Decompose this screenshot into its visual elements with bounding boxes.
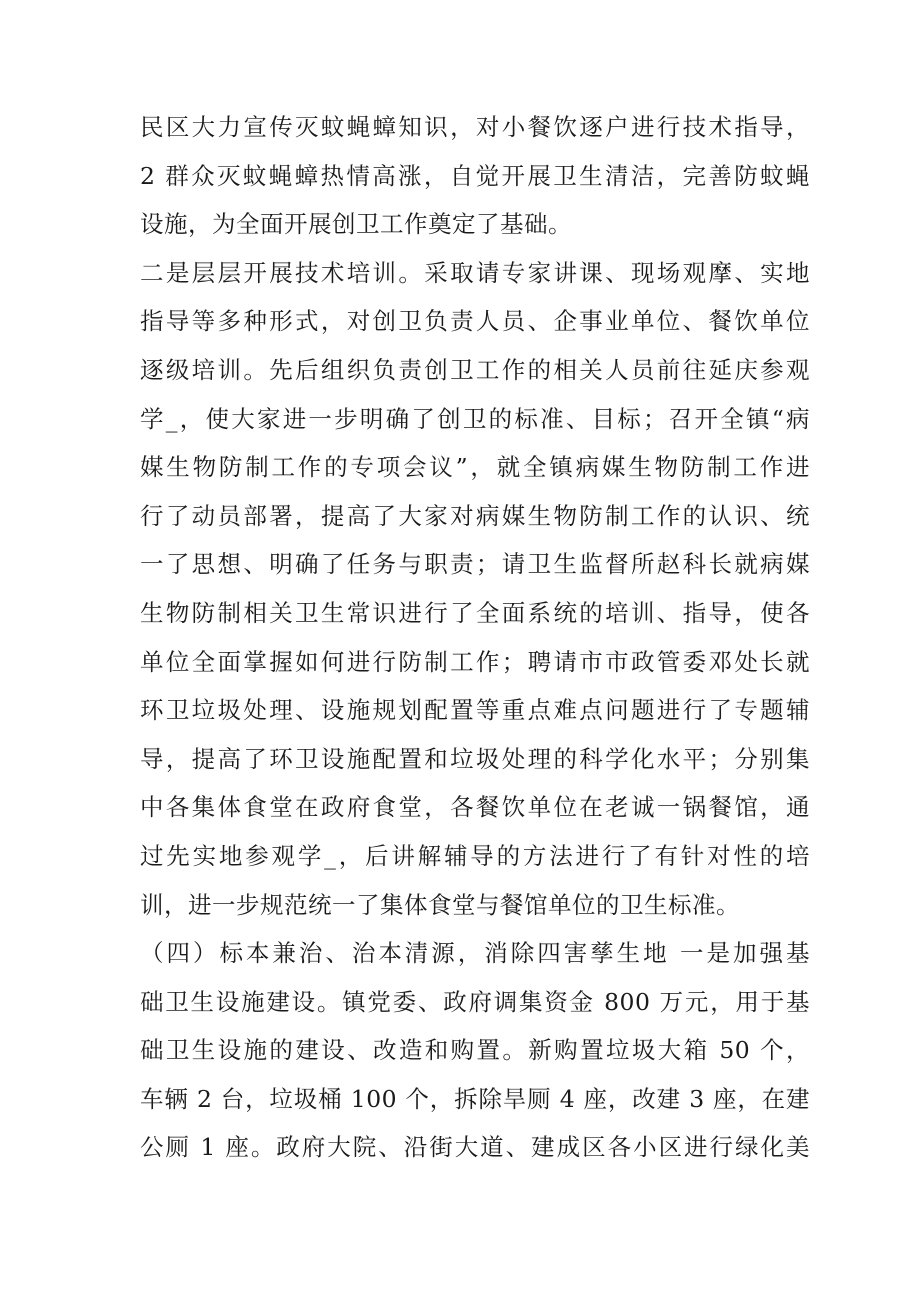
- text-line-10: 一了思想、明确了任务与职责；请卫生监督所赵科长就病媒: [140, 550, 810, 579]
- text-line-19: 础卫生设施建设。镇党委、政府调集资金 800 万元，用于基: [140, 987, 810, 1016]
- text-line-1: 民区大力宣传灭蚊蝇蟑知识，对小餐饮逐户进行技术指导，: [140, 113, 810, 141]
- text-line-9: 行了动员部署，提高了大家对病媒生物防制工作的认识、统: [140, 501, 810, 530]
- text-line-17: 训，进一步规范统一了集体食堂与餐馆单位的卫生标准。: [140, 890, 740, 919]
- text-line-18: （四）标本兼治、治本清源，消除四害孳生地 一是加强基: [140, 939, 810, 968]
- text-line-2: 2 群众灭蚊蝇蟑热情高涨，自觉开展卫生清洁，完善防蚊蝇: [140, 161, 810, 190]
- text-line-11: 生物防制相关卫生常识进行了全面系统的培训、指导，使各: [140, 598, 810, 627]
- text-line-15: 中各集体食堂在政府食堂，各餐饮单位在老诚一锅餐馆，通: [140, 793, 810, 822]
- text-line-4: 二是层层开展技术培训。采取请专家讲课、现场观摩、实地: [140, 258, 810, 287]
- text-line-3: 设施，为全面开展创卫工作奠定了基础。: [140, 210, 572, 239]
- text-line-16: 过先实地参观学_，后讲解辅导的方法进行了有针对性的培: [140, 841, 810, 870]
- text-line-7: 学_，使大家进一步明确了创卫的标准、目标；召开全镇“病: [140, 404, 810, 433]
- text-line-12: 单位全面掌握如何进行防制工作；聘请市市政管委邓处长就: [140, 647, 810, 676]
- text-line-14: 导，提高了环卫设施配置和垃圾处理的科学化水平；分别集: [140, 744, 810, 773]
- text-line-8: 媒生物防制工作的专项会议”，就全镇病媒生物防制工作进: [140, 453, 810, 482]
- document-body: [140, 103, 810, 1172]
- text-line-20: 础卫生设施的建设、改造和购置。新购置垃圾大箱 50 个，: [140, 1036, 810, 1065]
- text-line-21: 车辆 2 台，垃圾桶 100 个，拆除旱厕 4 座，改建 3 座，在建: [140, 1084, 810, 1113]
- text-line-13: 环卫垃圾处理、设施规划配置等重点难点问题进行了专题辅: [140, 696, 810, 725]
- text-line-22: 公厕 1 座。政府大院、沿街大道、建成区各小区进行绿化美: [140, 1133, 810, 1162]
- text-line-6: 逐级培训。先后组织负责创卫工作的相关人员前往延庆参观: [140, 355, 810, 384]
- text-line-5: 指导等多种形式，对创卫负责人员、企事业单位、餐饮单位: [140, 307, 810, 336]
